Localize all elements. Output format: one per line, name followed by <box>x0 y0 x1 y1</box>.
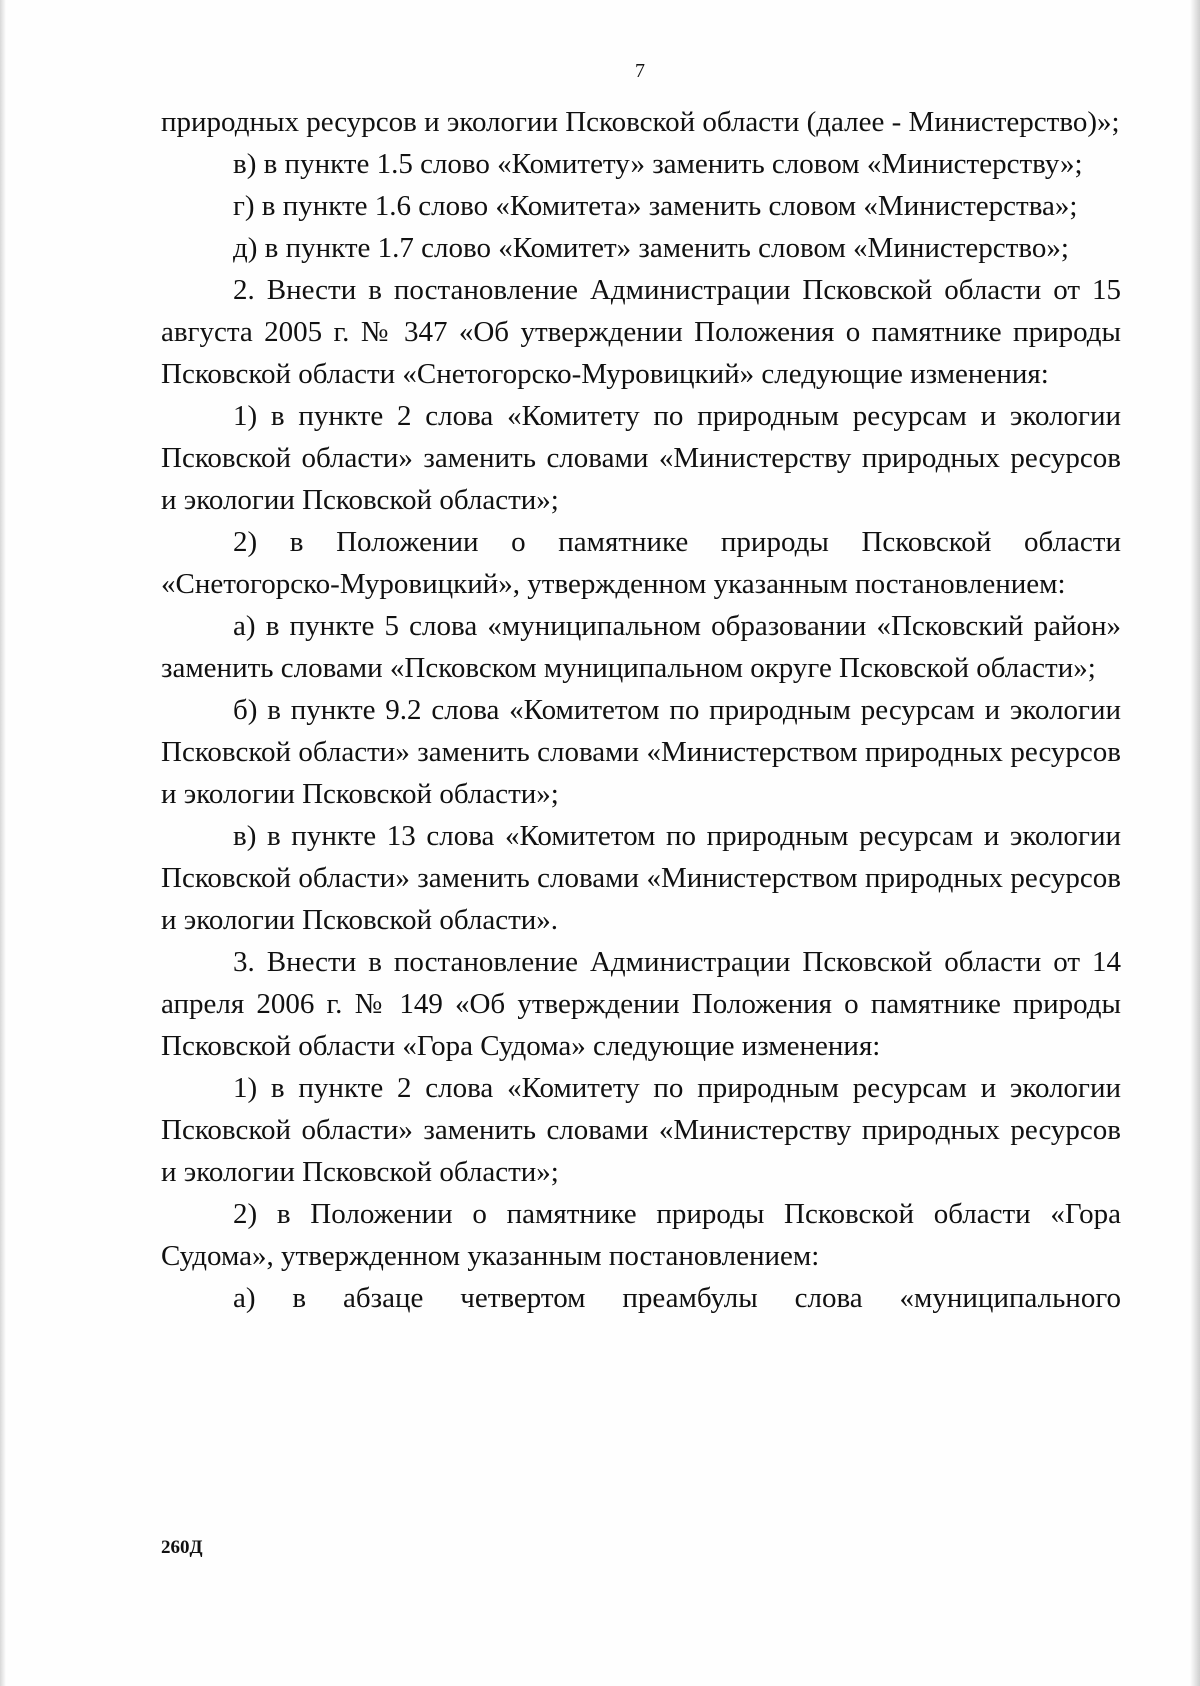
paragraph: 2. Внести в постановление Администрации Псковской области от 15 августа 2005 г. № 347 «Об утверждении Положения о памятнике природы Псковской области «Снетогорско-Муровицкий» следующие изменения: <box>161 274 1121 390</box>
page-number: 7 <box>635 60 645 82</box>
scan-edge-right <box>1190 0 1200 1686</box>
document-body <box>161 101 1121 1319</box>
paragraph: 2) в Положении о памятнике природы Псковской области «Гора Судома», утвержденном указанным постановлением: <box>161 1198 1121 1272</box>
paragraph: а) в абзаце четвертом преамбулы слова «муниципального <box>233 1282 1121 1314</box>
paragraph: 3. Внести в постановление Администрации Псковской области от 14 апреля 2006 г. № 149 «Об утверждении Положения о памятнике природы Псковской области «Гора Судома» следующие изменения: <box>161 946 1121 1062</box>
scan-edge-left <box>0 0 6 1686</box>
paragraph: б) в пункте 9.2 слова «Комитетом по природным ресурсам и экологии Псковской области» заменить словами «Министерством природных ресурсов и экологии Псковской области»; <box>161 694 1121 810</box>
paragraph: а) в пункте 5 слова «муниципальном образовании «Псковский район» заменить словами «Псковском муниципальном округе Псковской области»; <box>161 610 1121 684</box>
paragraph: природных ресурсов и экологии Псковской области (далее - Министерство)»; <box>161 106 1120 138</box>
paragraph: г) в пункте 1.6 слово «Комитета» заменить словом «Министерства»; <box>233 190 1078 222</box>
paragraph: в) в пункте 13 слова «Комитетом по природным ресурсам и экологии Псковской области» заменить словами «Министерством природных ресурсов и экологии Псковской области». <box>161 820 1121 936</box>
paragraph: 1) в пункте 2 слова «Комитету по природным ресурсам и экологии Псковской области» заменить словами «Министерству природных ресурсов и экологии Псковской области»; <box>161 400 1121 516</box>
paragraph: в) в пункте 1.5 слово «Комитету» заменить словом «Министерству»; <box>233 148 1083 180</box>
paragraph: д) в пункте 1.7 слово «Комитет» заменить словом «Министерство»; <box>233 232 1069 264</box>
paragraph: 1) в пункте 2 слова «Комитету по природным ресурсам и экологии Псковской области» заменить словами «Министерству природных ресурсов и экологии Псковской области»; <box>161 1072 1121 1188</box>
paragraph: 2) в Положении о памятнике природы Псковской области «Снетогорско-Муровицкий», утвержденном указанным постановлением: <box>161 526 1121 600</box>
document-code: 260Д <box>161 1537 203 1558</box>
